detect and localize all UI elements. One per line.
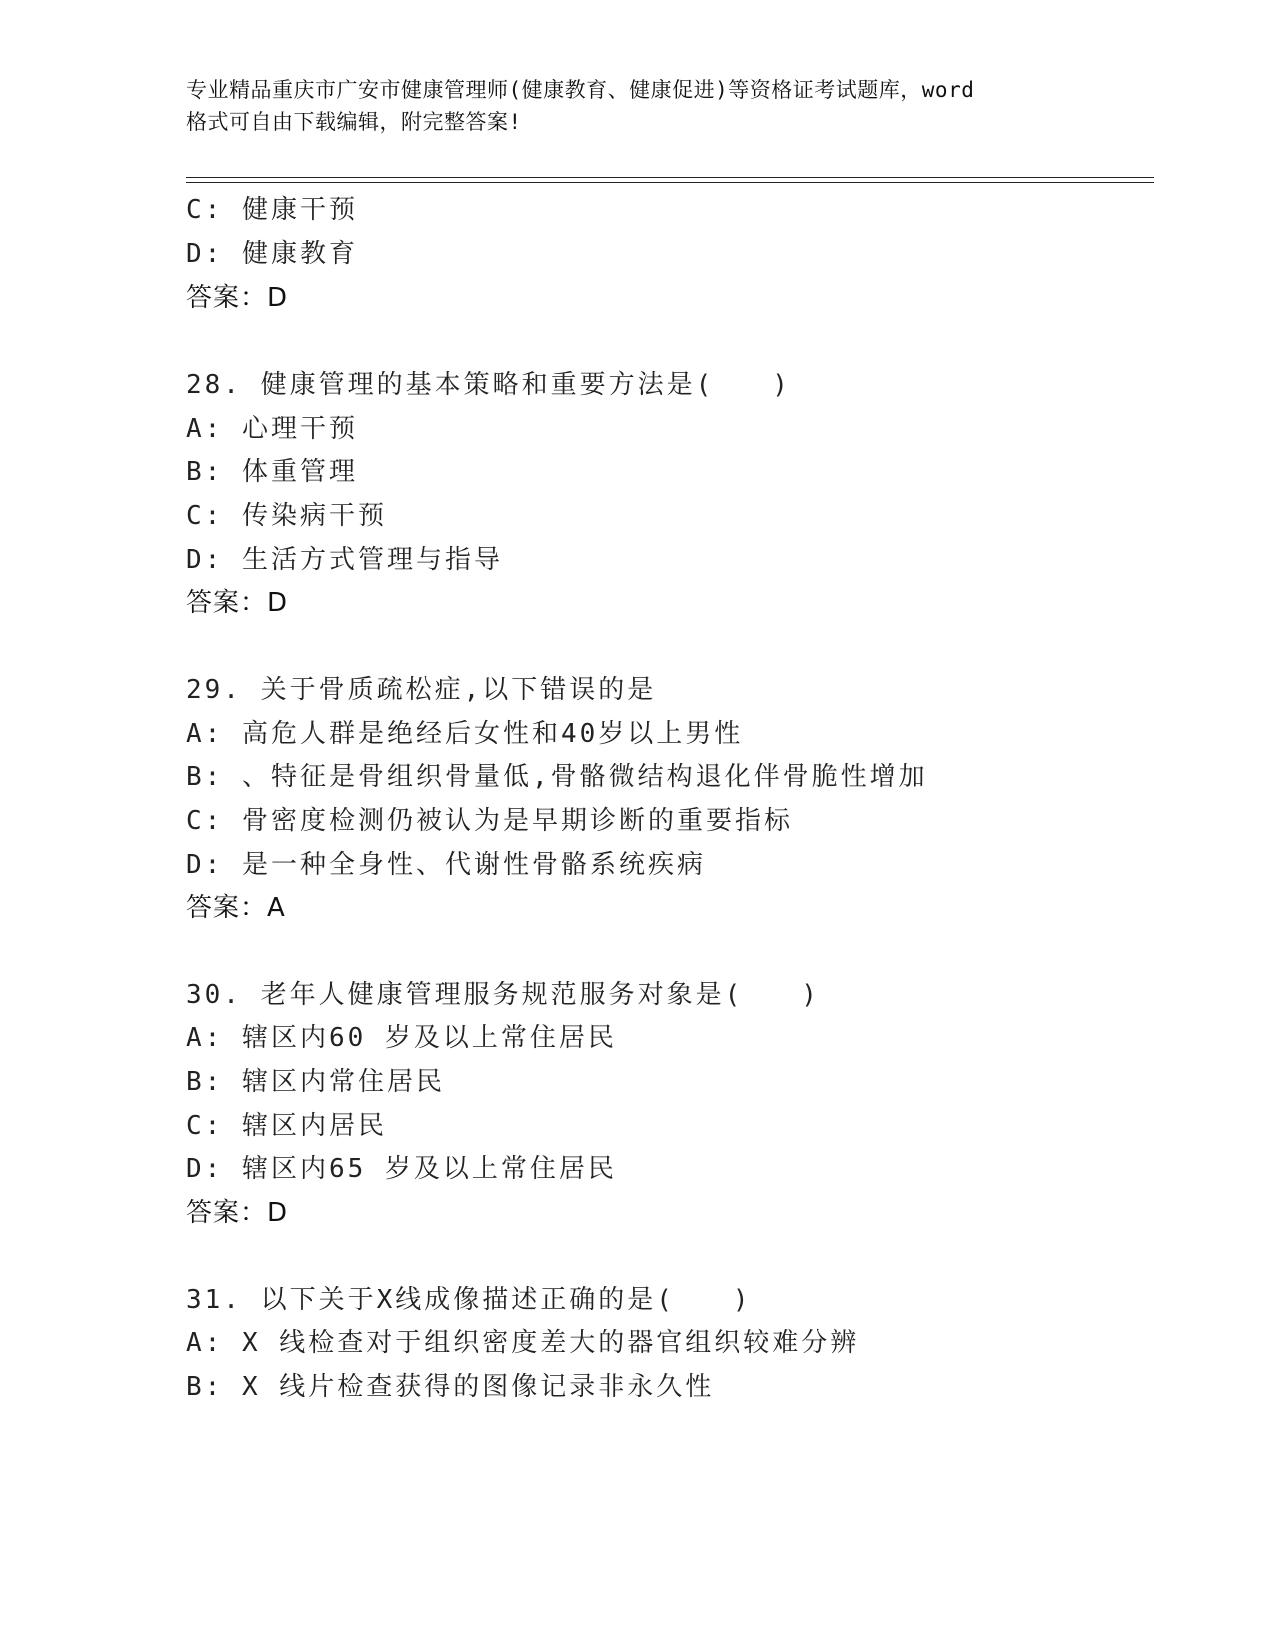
q28-option-d: D: 生活方式管理与指导 — [186, 545, 503, 575]
q29-title: 29. 关于骨质疏松症,以下错误的是 — [186, 675, 657, 705]
q30-option-d: D: 辖区内65 岁及以上常住居民 — [186, 1154, 617, 1184]
q28-option-a: A: 心理干预 — [186, 414, 358, 444]
q31-title: 31. 以下关于X线成像描述正确的是( ) — [186, 1285, 752, 1315]
q30-option-a: A: 辖区内60 岁及以上常住居民 — [186, 1023, 617, 1053]
q29-option-c: C: 骨密度检测仍被认为是早期诊断的重要指标 — [186, 806, 793, 836]
q28-option-b: B: 体重管理 — [186, 457, 358, 487]
q27-answer: 答案：D — [186, 283, 289, 313]
q30-title: 30. 老年人健康管理服务规范服务对象是( ) — [186, 980, 820, 1010]
q28-option-c: C: 传染病干预 — [186, 501, 387, 531]
q28-title: 28. 健康管理的基本策略和重要方法是( ) — [186, 370, 791, 400]
document-header — [186, 74, 1086, 138]
q30-answer: 答案：D — [186, 1198, 289, 1228]
q31-option-b: B: X 线片检查获得的图像记录非永久性 — [186, 1372, 715, 1402]
q29-option-a: A: 高危人群是绝经后女性和40岁以上男性 — [186, 719, 744, 749]
q30-option-c: C: 辖区内居民 — [186, 1111, 387, 1141]
header-divider-top — [186, 177, 1154, 178]
header-divider-bottom — [186, 182, 1154, 183]
q31-option-a: A: X 线检查对于组织密度差大的器官组织较难分辨 — [186, 1328, 860, 1358]
header-line-1: 专业精品重庆市广安市健康管理师(健康教育、健康促进)等资格证考试题库，word — [186, 78, 975, 102]
q29-option-b: B: 、特征是骨组织骨量低,骨骼微结构退化伴骨脆性增加 — [186, 762, 928, 792]
q29-option-d: D: 是一种全身性、代谢性骨骼系统疾病 — [186, 850, 706, 880]
q27-option-c: C: 健康干预 — [186, 195, 358, 225]
q28-answer: 答案：D — [186, 588, 289, 618]
q30-option-b: B: 辖区内常住居民 — [186, 1067, 445, 1097]
q27-option-d: D: 健康教育 — [186, 239, 358, 269]
header-line-2: 格式可自由下载编辑，附完整答案! — [186, 110, 522, 134]
q29-answer: 答案：A — [186, 893, 286, 923]
